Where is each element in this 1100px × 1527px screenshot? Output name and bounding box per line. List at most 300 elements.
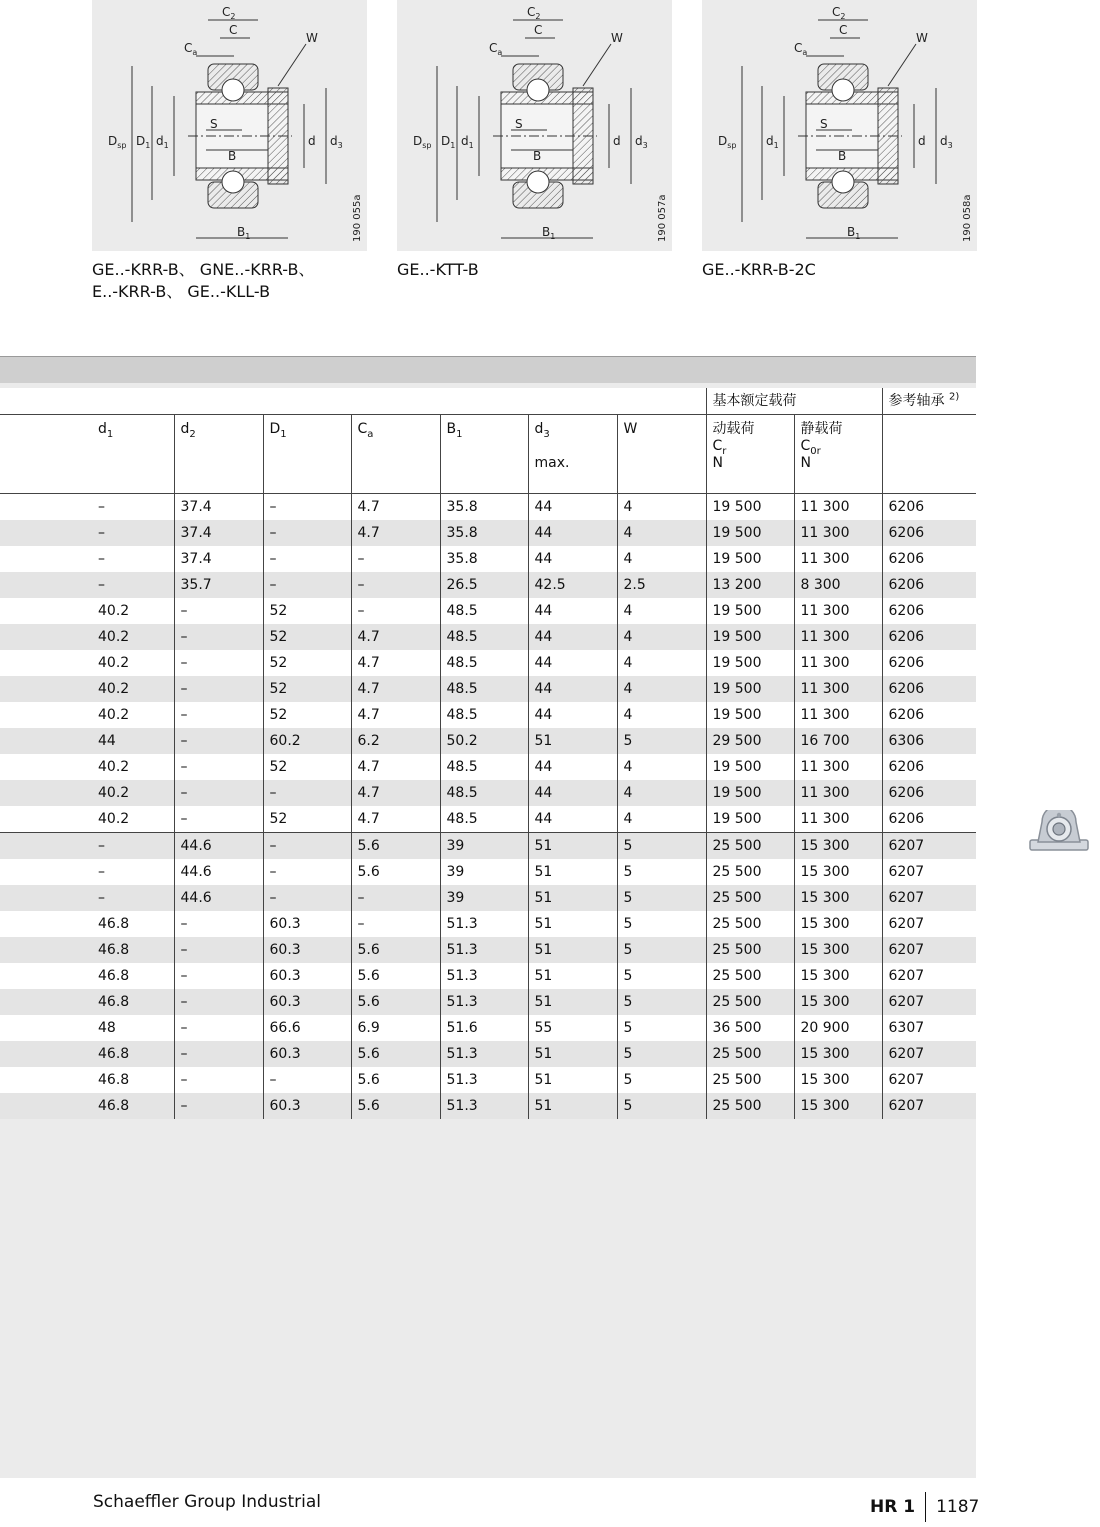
table-cell: 46.8 [0, 989, 174, 1015]
table-cell: 6206 [882, 572, 976, 598]
table-cell: 25 500 [706, 1093, 794, 1119]
table-cell: 25 500 [706, 833, 794, 860]
table-cell: 48.5 [440, 676, 528, 702]
figure-code: 190 055a [352, 194, 363, 242]
table-cell: 4 [617, 494, 706, 521]
table-cell: 5 [617, 1093, 706, 1119]
col-d2: $d_2$ [174, 415, 263, 494]
table-cell: 4.7 [351, 806, 440, 833]
table-cell: 6.9 [351, 1015, 440, 1041]
figure-panel-1 [92, 0, 367, 251]
table-cell: 6207 [882, 885, 976, 911]
table-cell: 19 500 [706, 780, 794, 806]
table-cell: 40.2 [0, 624, 174, 650]
table-cell: 6207 [882, 1041, 976, 1067]
table-cell: – [174, 728, 263, 754]
table-cell: 6206 [882, 520, 976, 546]
table-cell: 44 [528, 624, 617, 650]
table-header-band [0, 356, 976, 383]
table-cell: 40.2 [0, 676, 174, 702]
col-Cr: 动载荷 $C_r$ N [706, 415, 794, 494]
table-cell: 60.3 [263, 1093, 351, 1119]
figure-code: 190 058a [962, 194, 973, 242]
table-cell: 51 [528, 1093, 617, 1119]
table-cell: 6207 [882, 989, 976, 1015]
table-cell: – [263, 572, 351, 598]
table-row [0, 1067, 976, 1093]
table-cell: 4 [617, 806, 706, 833]
table-cell: 35.7 [174, 572, 263, 598]
table-cell: 44 [528, 650, 617, 676]
table-cell: 6206 [882, 754, 976, 780]
table-cell: 52 [263, 650, 351, 676]
table-cell: 4 [617, 754, 706, 780]
table-cell: 60.3 [263, 911, 351, 937]
table-cell: 29 500 [706, 728, 794, 754]
table-cell: 60.3 [263, 963, 351, 989]
table-cell: 48.5 [440, 624, 528, 650]
table-cell: 5.6 [351, 1067, 440, 1093]
table-row [0, 911, 976, 937]
table-cell: 48.5 [440, 650, 528, 676]
table-cell: 51 [528, 1041, 617, 1067]
table-row [0, 754, 976, 780]
table-cell: 44 [528, 520, 617, 546]
table-cell: 2.5 [617, 572, 706, 598]
table-cell: 5.6 [351, 1041, 440, 1067]
dimension-label: $C_2$ [222, 5, 236, 21]
table-cell: 25 500 [706, 859, 794, 885]
dimension-label: B [228, 149, 237, 163]
table-cell: 15 300 [794, 885, 882, 911]
table-cell: 11 300 [794, 546, 882, 572]
dimension-label: $B_1$ [237, 225, 251, 241]
bearing-drawing [702, 0, 977, 251]
table-cell: 25 500 [706, 911, 794, 937]
table-cell: 5 [617, 937, 706, 963]
table-cell: – [263, 859, 351, 885]
table-cell: 6207 [882, 963, 976, 989]
table-cell: 44 [528, 806, 617, 833]
table-cell: – [174, 598, 263, 624]
table-cell: 5.6 [351, 989, 440, 1015]
table-cell: 4.7 [351, 624, 440, 650]
table-cell: 48.5 [440, 702, 528, 728]
dimension-label: C [534, 23, 543, 37]
dimension-label: $C_a$ [184, 41, 198, 57]
table-cell: 6206 [882, 806, 976, 833]
table-cell: 4.7 [351, 754, 440, 780]
table-cell: – [174, 624, 263, 650]
col-Ca: $C_a$ [351, 415, 440, 494]
table-cell: 37.4 [174, 546, 263, 572]
dimension-label: $D_{sp}$ [718, 134, 737, 150]
table-cell: 44 [528, 494, 617, 521]
table-row [0, 833, 976, 860]
table-cell: 6207 [882, 1093, 976, 1119]
table-cell: – [351, 546, 440, 572]
table-cell: – [174, 780, 263, 806]
table-row [0, 624, 976, 650]
table-cell: 15 300 [794, 989, 882, 1015]
dimension-label: d [918, 134, 926, 148]
table-cell: 19 500 [706, 520, 794, 546]
table-cell: 4 [617, 780, 706, 806]
table-cell: 6.2 [351, 728, 440, 754]
table-cell: 15 300 [794, 1067, 882, 1093]
figure-caption-3: GE..-KRR-B-2C [702, 260, 816, 279]
dimension-label: $B_1$ [542, 225, 556, 241]
table-cell: – [174, 989, 263, 1015]
table-cell: 51 [528, 937, 617, 963]
table-cell: 25 500 [706, 885, 794, 911]
table-cell: 46.8 [0, 911, 174, 937]
table-cell: 40.2 [0, 702, 174, 728]
table-cell: 25 500 [706, 989, 794, 1015]
dimension-label: $D_{sp}$ [413, 134, 432, 150]
dimension-label: $C_a$ [489, 41, 503, 57]
table-cell: 5.6 [351, 833, 440, 860]
table-cell: 4 [617, 676, 706, 702]
table-cell: – [0, 833, 174, 860]
table-row [0, 1093, 976, 1119]
table-cell: 5 [617, 1067, 706, 1093]
table-column-headers [0, 415, 976, 494]
table-cell: 48.5 [440, 598, 528, 624]
table-cell: 35.8 [440, 520, 528, 546]
table-cell: 51.3 [440, 989, 528, 1015]
table-cell: 15 300 [794, 859, 882, 885]
figure-code: 190 057a [657, 194, 668, 242]
dimension-label: d [613, 134, 621, 148]
table-row [0, 546, 976, 572]
table-row [0, 963, 976, 989]
table-cell: 11 300 [794, 650, 882, 676]
table-cell: 5.6 [351, 937, 440, 963]
table-cell: 40.2 [0, 806, 174, 833]
table-cell: 5 [617, 1015, 706, 1041]
col-D1: $D_1$ [263, 415, 351, 494]
table-cell: 11 300 [794, 676, 882, 702]
table-cell: 15 300 [794, 963, 882, 989]
table-cell: 60.3 [263, 1041, 351, 1067]
table-row [0, 859, 976, 885]
dimension-label: $d_3$ [940, 134, 953, 150]
table-cell: 5 [617, 911, 706, 937]
table-cell: 51.6 [440, 1015, 528, 1041]
dimension-label: W [306, 31, 318, 45]
table-cell: 6207 [882, 937, 976, 963]
table-cell: 5 [617, 989, 706, 1015]
table-cell: 19 500 [706, 650, 794, 676]
figure-panel-3 [702, 0, 977, 251]
basic-load-rating-header: 基本额定载荷 [706, 388, 882, 415]
table-cell: 44 [528, 676, 617, 702]
table-cell: 5.6 [351, 1093, 440, 1119]
table-row [0, 702, 976, 728]
table-cell: 6206 [882, 780, 976, 806]
table-cell: 39 [440, 833, 528, 860]
table-cell: 51 [528, 833, 617, 860]
dimension-label: $d_1$ [156, 134, 169, 150]
table-cell: 4.7 [351, 676, 440, 702]
table-cell: – [0, 572, 174, 598]
table-cell: 13 200 [706, 572, 794, 598]
table-cell: 52 [263, 624, 351, 650]
table-cell: – [174, 937, 263, 963]
table-row [0, 885, 976, 911]
table-cell: 6206 [882, 494, 976, 521]
table-cell: 39 [440, 885, 528, 911]
table-cell: – [174, 963, 263, 989]
table-cell: 5.6 [351, 859, 440, 885]
table-cell: 6307 [882, 1015, 976, 1041]
table-cell: 52 [263, 702, 351, 728]
table-cell: 11 300 [794, 806, 882, 833]
bearing-drawing [92, 0, 367, 251]
table-cell: – [174, 754, 263, 780]
table-cell: 44.6 [174, 833, 263, 860]
table-cell: 52 [263, 676, 351, 702]
table-cell: 6207 [882, 911, 976, 937]
table-cell: 6206 [882, 624, 976, 650]
table-cell: 44 [528, 754, 617, 780]
table-cell: 60.3 [263, 989, 351, 1015]
table-cell: 15 300 [794, 1093, 882, 1119]
col-d3: $d_3$ max. [528, 415, 617, 494]
table-cell: 48 [0, 1015, 174, 1041]
table-cell: 44 [528, 546, 617, 572]
dimension-label: $d_1$ [766, 134, 779, 150]
col-d1: $d_1$ [0, 415, 174, 494]
table-cell: 48.5 [440, 806, 528, 833]
table-cell: – [263, 520, 351, 546]
table-row [0, 806, 976, 833]
table-row [0, 598, 976, 624]
table-cell: 25 500 [706, 963, 794, 989]
table-cell: 40.2 [0, 780, 174, 806]
table-cell: 15 300 [794, 937, 882, 963]
table-cell: 11 300 [794, 754, 882, 780]
table-row [0, 1041, 976, 1067]
table-cell: 6207 [882, 859, 976, 885]
table-cell: 6206 [882, 702, 976, 728]
dimension-label: $d_3$ [330, 134, 343, 150]
table-row [0, 494, 976, 521]
dimension-label: S [515, 117, 523, 131]
table-cell: 37.4 [174, 520, 263, 546]
table-cell: 40.2 [0, 754, 174, 780]
col-W: W [617, 415, 706, 494]
table-cell: – [174, 650, 263, 676]
table-cell: 48.5 [440, 754, 528, 780]
footer-page-info [870, 1492, 979, 1522]
table-cell: 46.8 [0, 1093, 174, 1119]
table-cell: 19 500 [706, 676, 794, 702]
table-cell: 44 [528, 702, 617, 728]
dimension-label: W [611, 31, 623, 45]
table-cell: 51.3 [440, 1041, 528, 1067]
table-cell: – [174, 806, 263, 833]
table-cell: – [0, 885, 174, 911]
table-cell: 44.6 [174, 885, 263, 911]
table-cell: 15 300 [794, 833, 882, 860]
col-C0r: 静载荷 $C_{0r}$ N [794, 415, 882, 494]
table-cell: 52 [263, 598, 351, 624]
table-cell: 46.8 [0, 1041, 174, 1067]
table-cell: – [174, 1015, 263, 1041]
table-cell: 11 300 [794, 598, 882, 624]
table-cell: 37.4 [174, 494, 263, 521]
table-cell: 52 [263, 806, 351, 833]
table-cell: – [0, 546, 174, 572]
table-cell: 51.3 [440, 911, 528, 937]
dimension-label: C [839, 23, 848, 37]
table-cell: 35.8 [440, 546, 528, 572]
table-cell: – [263, 833, 351, 860]
table-cell: 19 500 [706, 546, 794, 572]
table-cell: 4 [617, 650, 706, 676]
table-cell: 6206 [882, 650, 976, 676]
dimension-label: S [820, 117, 828, 131]
table-cell: 25 500 [706, 1067, 794, 1093]
dimension-label: S [210, 117, 218, 131]
table-cell: 5 [617, 885, 706, 911]
table-cell: 51.3 [440, 937, 528, 963]
table-cell: 15 300 [794, 911, 882, 937]
table-cell: 5 [617, 1041, 706, 1067]
table-cell: 40.2 [0, 650, 174, 676]
table-cell: 6206 [882, 598, 976, 624]
bearing-drawing [397, 0, 672, 251]
dimension-label: $C_2$ [832, 5, 846, 21]
table-cell: – [174, 1041, 263, 1067]
table-cell: 51 [528, 1067, 617, 1093]
table-cell: 6306 [882, 728, 976, 754]
table-cell: 6207 [882, 833, 976, 860]
dimension-label: B [533, 149, 542, 163]
table-cell: – [263, 1067, 351, 1093]
table-row [0, 1015, 976, 1041]
dimension-label: $B_1$ [847, 225, 861, 241]
table-cell: 19 500 [706, 624, 794, 650]
table-cell: – [174, 1093, 263, 1119]
table-cell: 19 500 [706, 754, 794, 780]
table-cell: 51 [528, 989, 617, 1015]
table-cell: 5 [617, 833, 706, 860]
dimension-label: C [229, 23, 238, 37]
table-cell: 60.3 [263, 937, 351, 963]
table-cell: 4.7 [351, 650, 440, 676]
table-cell: 46.8 [0, 1067, 174, 1093]
table-cell: 51.3 [440, 1067, 528, 1093]
table-cell: – [174, 676, 263, 702]
table-cell: 46.8 [0, 937, 174, 963]
table-cell: 4 [617, 702, 706, 728]
table-cell: 60.2 [263, 728, 351, 754]
table-row [0, 572, 976, 598]
table-cell: – [263, 546, 351, 572]
table-cell: – [351, 598, 440, 624]
table-cell: 19 500 [706, 702, 794, 728]
dimension-label: $C_2$ [527, 5, 541, 21]
reference-bearing-header: 参考轴承 $^{2)}$ [882, 388, 976, 415]
table-cell: 25 500 [706, 1041, 794, 1067]
footer-company: Schaeffler Group Industrial [93, 1492, 321, 1512]
table-cell: 20 900 [794, 1015, 882, 1041]
figure-caption-2: GE..-KTT-B [397, 260, 479, 279]
table-row [0, 989, 976, 1015]
figure-panel-2 [397, 0, 672, 251]
table-cell: – [0, 520, 174, 546]
table-cell: 11 300 [794, 520, 882, 546]
table-cell: 5 [617, 859, 706, 885]
table-cell: 11 300 [794, 494, 882, 521]
table-group-header [0, 388, 976, 415]
table-cell: 16 700 [794, 728, 882, 754]
dimension-table [0, 388, 976, 1119]
table-cell: 51 [528, 728, 617, 754]
table-cell: 8 300 [794, 572, 882, 598]
table-cell: 35.8 [440, 494, 528, 521]
table-cell: 46.8 [0, 963, 174, 989]
table-cell: – [263, 780, 351, 806]
dimension-label: $D_{sp}$ [108, 134, 127, 150]
table-row [0, 676, 976, 702]
table-cell: 52 [263, 754, 351, 780]
table-cell: 6206 [882, 546, 976, 572]
dimension-label: W [916, 31, 928, 45]
table-cell: 51 [528, 885, 617, 911]
pillow-block-icon [1028, 810, 1090, 854]
table-cell: 4.7 [351, 494, 440, 521]
table-cell: 51.3 [440, 1093, 528, 1119]
figure-caption-1: GE..-KRR-B、 GNE..-KRR-B、 E..-KRR-B、 GE..-KLL-B [92, 260, 315, 301]
table-cell: 66.6 [263, 1015, 351, 1041]
table-cell: 55 [528, 1015, 617, 1041]
table-cell: – [263, 885, 351, 911]
table-row [0, 728, 976, 754]
dimension-label: B [838, 149, 847, 163]
table-cell: 51 [528, 859, 617, 885]
table-cell: 4 [617, 598, 706, 624]
table-cell: 48.5 [440, 780, 528, 806]
table-cell: 40.2 [0, 598, 174, 624]
table-body [0, 494, 976, 1120]
table-cell: 36 500 [706, 1015, 794, 1041]
table-cell: 44 [528, 598, 617, 624]
table-cell: – [174, 702, 263, 728]
dimension-label: d [308, 134, 316, 148]
table-cell: 11 300 [794, 702, 882, 728]
footer-section: HR 1 [870, 1497, 916, 1517]
col-B1: $B_1$ [440, 415, 528, 494]
table-cell: – [174, 1067, 263, 1093]
table-cell: 4 [617, 520, 706, 546]
table-cell: 5 [617, 963, 706, 989]
table-cell: 4.7 [351, 780, 440, 806]
table-cell: 51 [528, 963, 617, 989]
table-row [0, 650, 976, 676]
footer-page-number: 1187 [936, 1497, 980, 1517]
table-cell: – [174, 911, 263, 937]
table-cell: 5 [617, 728, 706, 754]
table-cell: 25 500 [706, 937, 794, 963]
table-cell: – [0, 859, 174, 885]
table-cell: 4.7 [351, 520, 440, 546]
col-ref [882, 415, 976, 494]
table-row [0, 780, 976, 806]
